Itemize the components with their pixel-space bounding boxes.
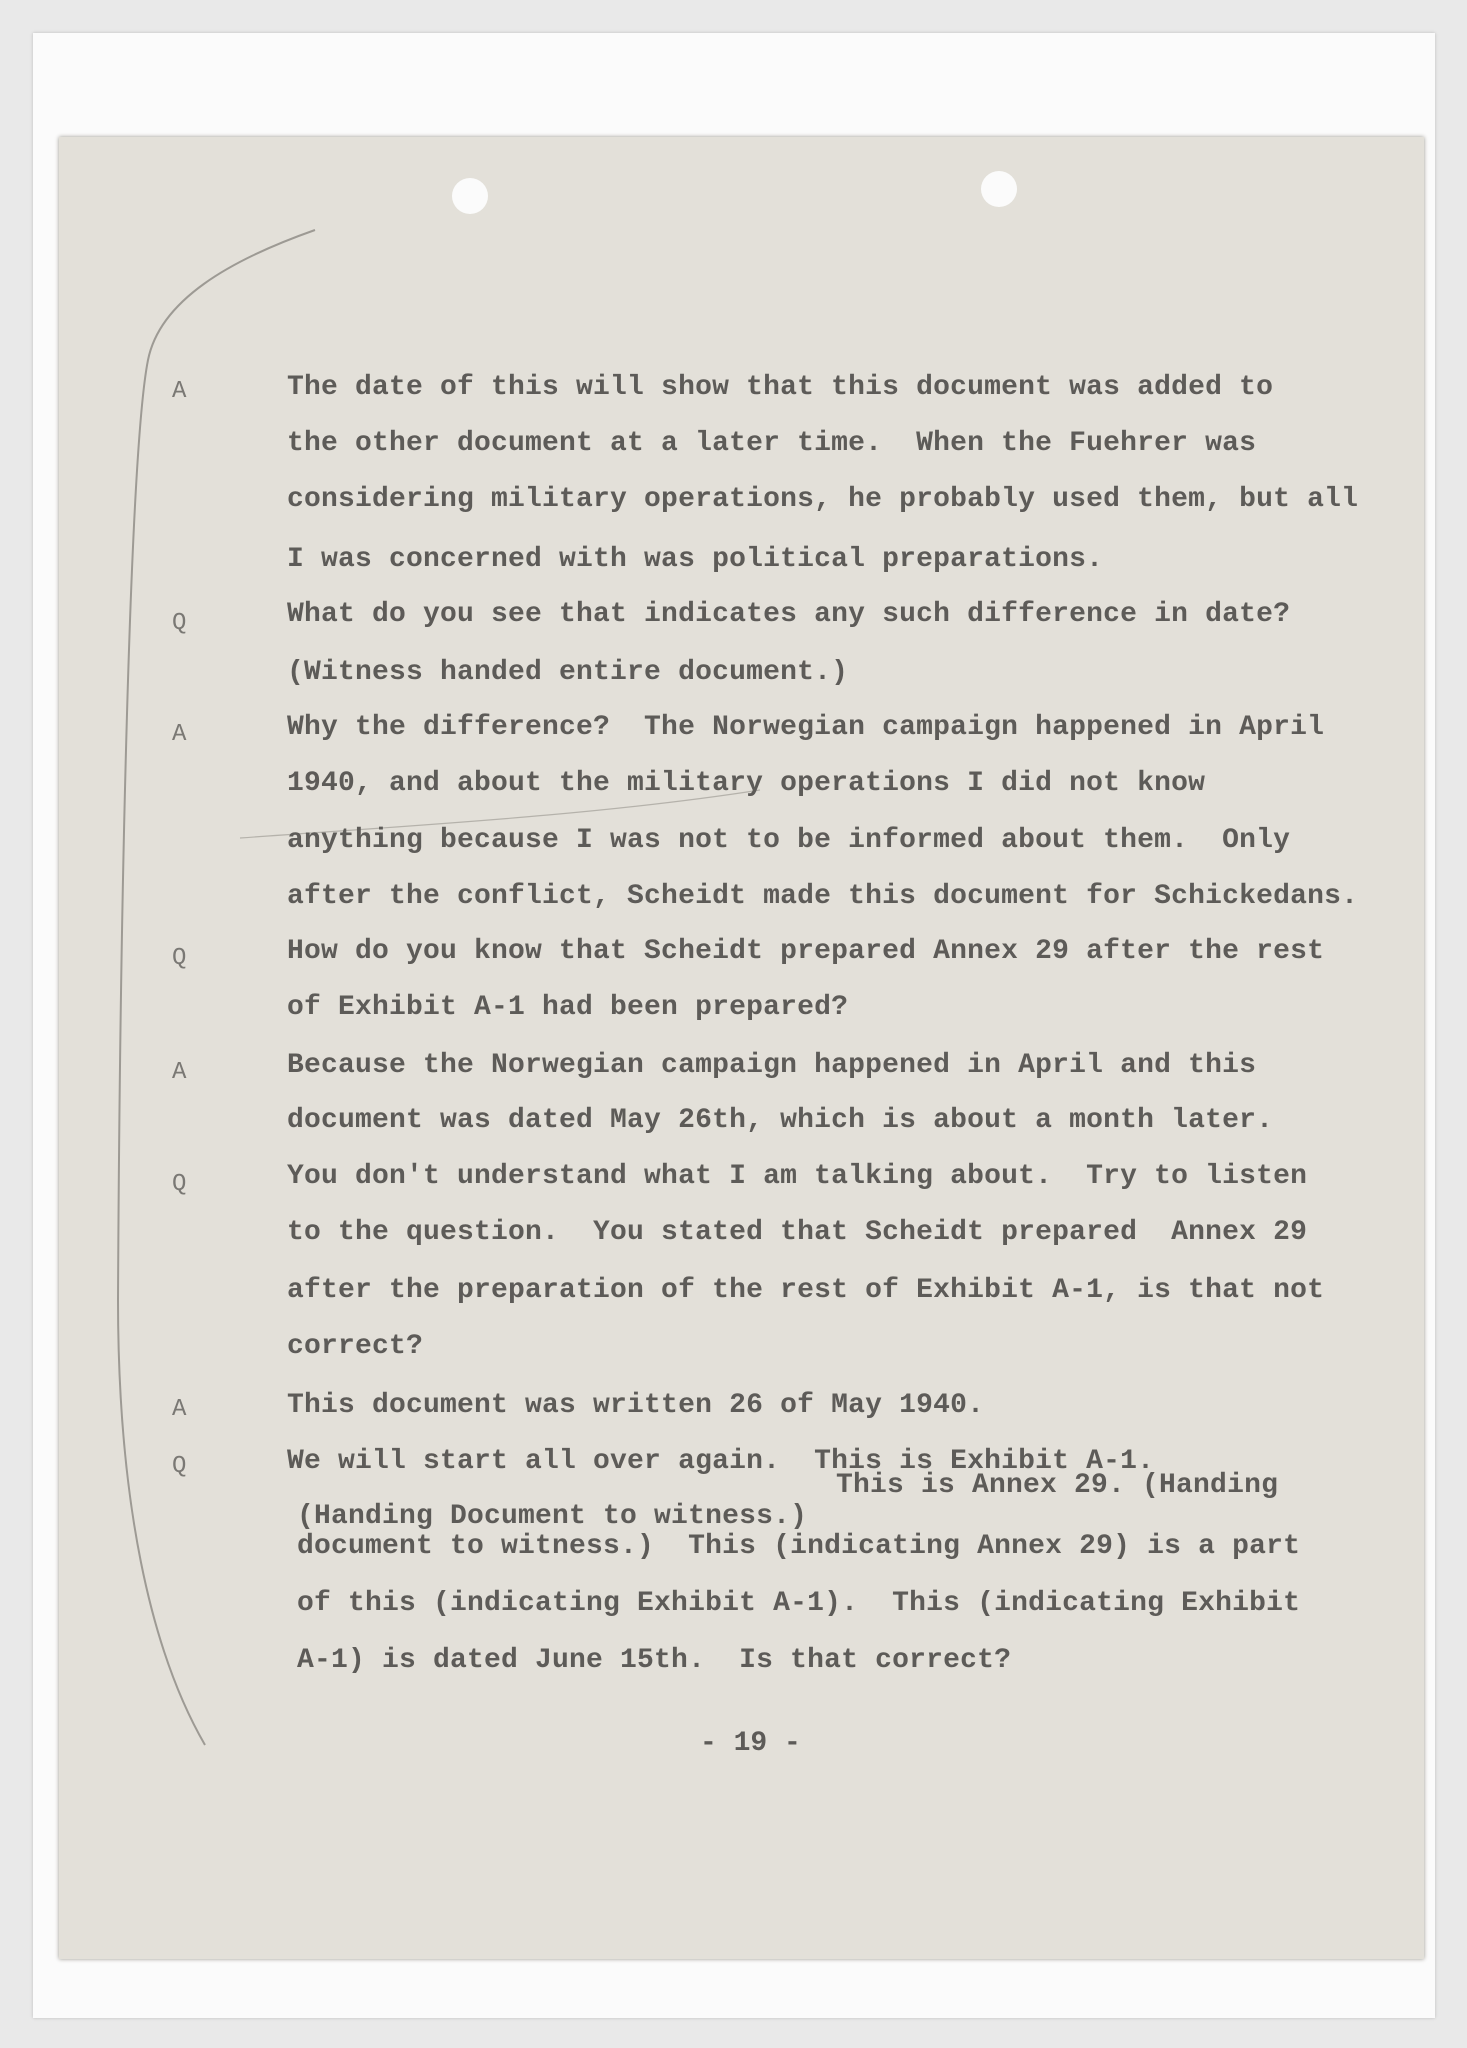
- text-line: What do you see that indicates any such difference in date?: [287, 599, 1291, 630]
- speaker-label: A: [172, 721, 187, 748]
- text-line: to the question. You stated that Scheidt prepared Annex 29: [287, 1217, 1308, 1248]
- punch-hole: [981, 171, 1017, 207]
- text-line: This document was written 26 of May 1940.: [287, 1390, 985, 1421]
- text-line: You don't understand what I am talking about. Try to listen: [287, 1161, 1308, 1192]
- text-line: document was dated May 26th, which is about a month later.: [287, 1105, 1274, 1136]
- page-number: - 19 -: [700, 1728, 801, 1759]
- speaker-label: Q: [172, 1453, 187, 1480]
- speaker-label: A: [172, 1059, 187, 1086]
- text-line: How do you know that Scheidt prepared Annex 29 after the rest: [287, 936, 1325, 967]
- speaker-label: A: [172, 378, 187, 405]
- speaker-label: A: [172, 1396, 187, 1423]
- text-line: after the conflict, Scheidt made this document for Schickedans.: [287, 881, 1359, 912]
- text-line: of this (indicating Exhibit A-1). This (indicating Exhibit: [297, 1588, 1301, 1619]
- text-line-inserted: This is Annex 29. (Handing: [836, 1470, 1279, 1501]
- text-line: correct?: [287, 1331, 424, 1362]
- text-line: 1940, and about the military operations I did not know: [287, 768, 1206, 799]
- punch-hole: [452, 178, 488, 214]
- text-line: document to witness.) This (indicating Annex 29) is a part: [297, 1531, 1301, 1562]
- speaker-label: Q: [172, 1171, 187, 1198]
- text-line: We will start all over again. This is Exhibit A-1.: [287, 1446, 1155, 1477]
- text-line: the other document at a later time. When the Fuehrer was: [287, 428, 1257, 459]
- text-line: The date of this will show that this document was added to: [287, 372, 1274, 403]
- text-line: considering military operations, he probably used them, but all: [287, 484, 1359, 515]
- text-line: A-1) is dated June 15th. Is that correct?: [297, 1645, 1012, 1676]
- text-line: of Exhibit A-1 had been prepared?: [287, 992, 849, 1023]
- text-line: I was concerned with was political preparations.: [287, 544, 1104, 575]
- text-line: Because the Norwegian campaign happened in April and this: [287, 1050, 1257, 1081]
- text-line: (Handing Document to witness.): [297, 1501, 808, 1532]
- text-line: anything because I was not to be informed about them. Only: [287, 825, 1291, 856]
- speaker-label: Q: [172, 610, 187, 637]
- text-line: (Witness handed entire document.): [287, 657, 849, 688]
- speaker-label: Q: [172, 945, 187, 972]
- text-line: Why the difference? The Norwegian campaign happened in April: [287, 712, 1325, 743]
- document-page: [59, 137, 1424, 1959]
- text-line: after the preparation of the rest of Exhibit A-1, is that not: [287, 1275, 1325, 1306]
